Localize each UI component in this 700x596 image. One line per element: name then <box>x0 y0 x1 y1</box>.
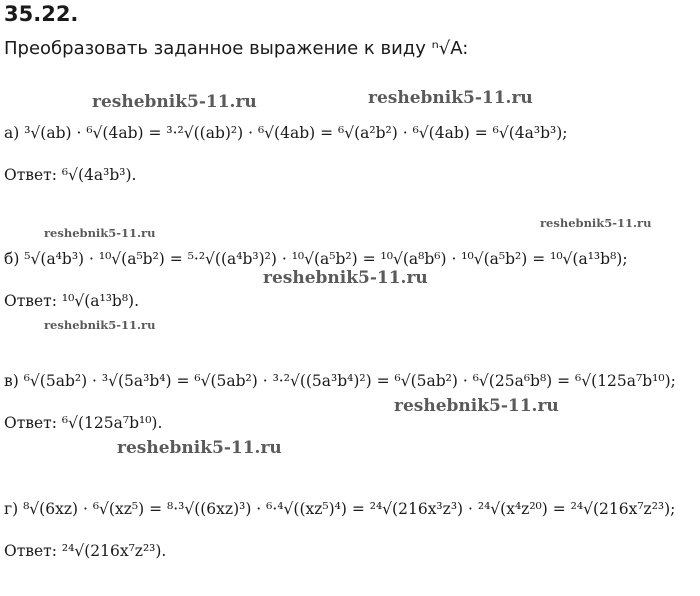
watermark: reshebnik5-11.ru <box>368 88 533 108</box>
solution-d: г) ⁸√(6xz) · ⁶√(xz⁵) = ⁸·³√((6xz)³) · ⁶·⁴√((xz⁵)⁴) = ²⁴√(216x³z³) · ²⁴√(x⁴z²⁰) = ²⁴√(216x⁷z²³); <box>4 500 676 518</box>
watermark: reshebnik5-11.ru <box>263 268 428 288</box>
solution-a: а) ³√(ab) · ⁶√(4ab) = ³·²√((ab)²) · ⁶√(4ab) = ⁶√(a²b²) · ⁶√(4ab) = ⁶√(4a³b³); <box>4 124 568 142</box>
answer-d: Ответ: ²⁴√(216x⁷z²³). <box>4 542 167 560</box>
answer-b: Ответ: ¹⁰√(a¹³b⁸). <box>4 292 140 310</box>
watermark: reshebnik5-11.ru <box>44 318 156 332</box>
watermark: reshebnik5-11.ru <box>92 92 257 112</box>
watermark: reshebnik5-11.ru <box>540 216 652 230</box>
watermark: reshebnik5-11.ru <box>394 396 559 416</box>
answer-c: Ответ: ⁶√(125a⁷b¹⁰). <box>4 414 163 432</box>
watermark: reshebnik5-11.ru <box>117 438 282 458</box>
problem-number: 35.22. <box>4 2 79 26</box>
solution-b: б) ⁵√(a⁴b³) · ¹⁰√(a⁵b²) = ⁵·²√((a⁴b³)²) · ¹⁰√(a⁵b²) = ¹⁰√(a⁸b⁶) · ¹⁰√(a⁵b²) = ¹⁰√(a¹³b⁸); <box>4 250 628 268</box>
watermark: reshebnik5-11.ru <box>44 226 156 240</box>
answer-a: Ответ: ⁶√(4a³b³). <box>4 166 137 184</box>
solution-c: в) ⁶√(5ab²) · ³√(5a³b⁴) = ⁶√(5ab²) · ³·²√((5a³b⁴)²) = ⁶√(5ab²) · ⁶√(25a⁶b⁸) = ⁶√(125a⁷b¹⁰); <box>4 372 676 390</box>
task-statement: Преобразовать заданное выражение к виду ⁿ√A: <box>4 38 469 59</box>
